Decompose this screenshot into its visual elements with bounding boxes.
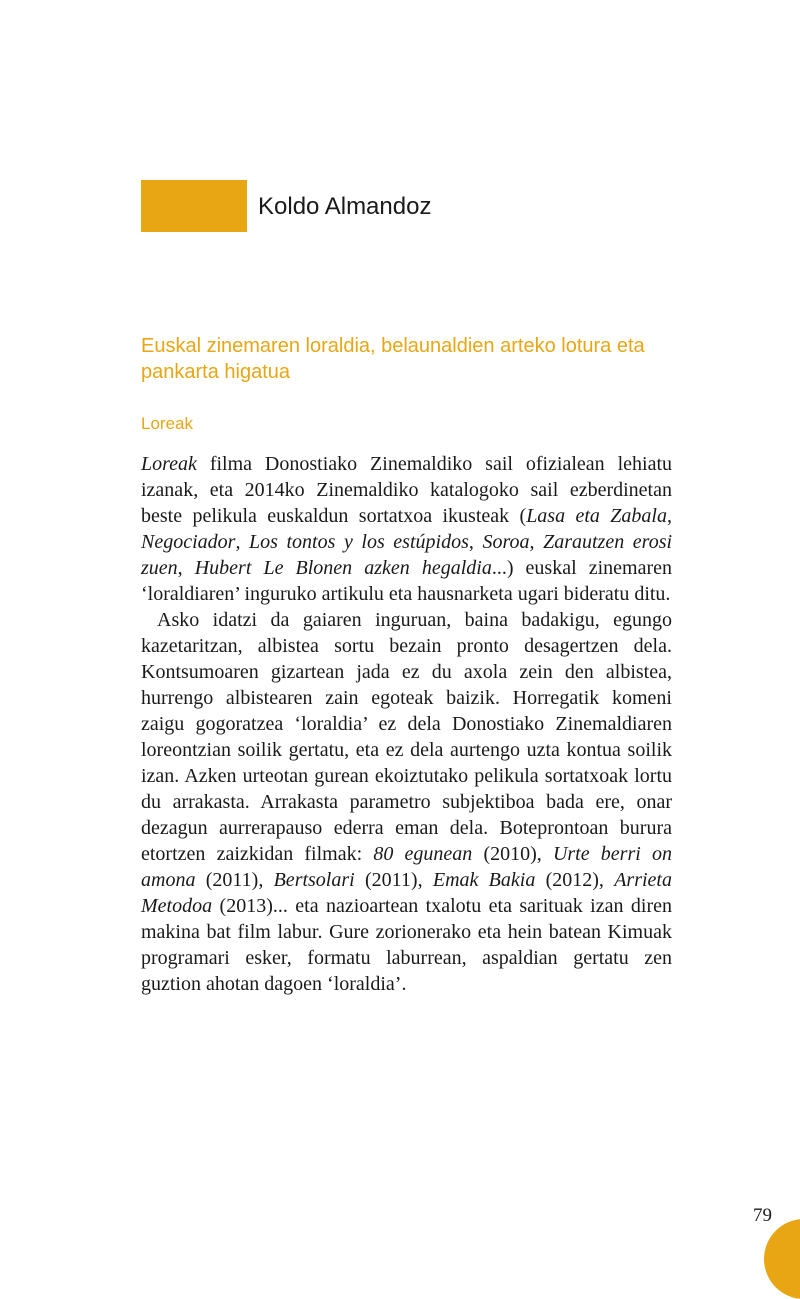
corner-decoration [764, 1219, 800, 1299]
page-number: 79 [753, 1205, 772, 1226]
section-title: Loreak [141, 414, 193, 433]
paragraph-2: Asko idatzi da gaiaren inguruan, baina badakigu, egungo kazetaritzan, albistea sortu bezain pronto desagertzen dela. Kontsumoaren gizartean jada ez du axola zein den albistea, hurrengo albistearen zain egoteak baizik. Horregatik komeni zaigu gogoratzea ‘loraldia’ ez dela Donostiako Zinemaldiaren loreontzian soilik gertatu, eta ez dela aurtengo uzta kontua soilik izan. Azken urteotan gurean ekoiztutako pelikula sortatxoak lortu du arrakasta. Arrakasta parametro subjektiboa bada ere, onar dezagun aurrerapauso ederra eman dela. Boteprontoan burura etortzen zaizkidan filmak: 80 egunean (2010), Urte berri on amona (2011), Bertsolari (2011), Emak Bakia (2012), Arrieta Metodoa (2013)... eta nazioartean txalotu eta sarituak izan diren makina bat film labur. Gure zorionerako eta hein batean Kimuak programari esker, formatu laburrean, aspaldian gertatu zen guztion ahotan dagoen ‘loraldia’. [141, 609, 672, 995]
chapter-title: Euskal zinemaren loraldia, belaunaldien arteko lotura eta pankarta higatua [141, 335, 645, 383]
body-text [141, 451, 672, 997]
author-color-block [141, 180, 247, 232]
author-name: Koldo Almandoz [258, 193, 432, 220]
paragraph-1: Loreak filma Donostiako Zinemaldiko sail ofizialean lehiatu izanak, eta 2014ko Zinemaldiko katalogoko sail ezberdinetan beste pelikula euskaldun sortatxoa ikusteak (Lasa eta Zabala, Negociador, Los tontos y los estúpidos, Soroa, Zarautzen erosi zuen, Hubert Le Blonen azken hegaldia...) euskal zinemaren ‘loraldiaren’ inguruko artikulu eta hausnarketa ugari bideratu ditu. [141, 453, 673, 605]
